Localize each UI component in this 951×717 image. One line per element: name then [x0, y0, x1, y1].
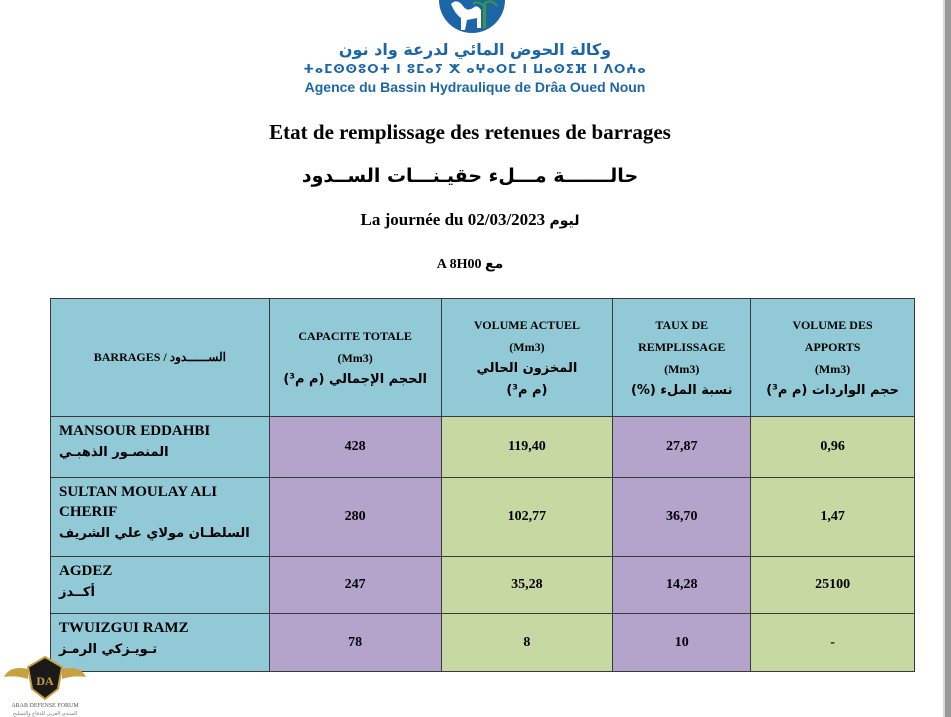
header-apports-label-1: VOLUME DES: [792, 317, 873, 332]
apports-cell: 1,47: [751, 478, 915, 557]
table-row: [51, 478, 915, 557]
capacity-cell: 247: [269, 557, 441, 614]
taux-cell: 36,70: [613, 478, 751, 557]
capacity-cell: 280: [269, 478, 441, 557]
taux-cell: 14,28: [613, 557, 751, 614]
dam-name-french: TWUIZGUI RAMZ: [59, 620, 189, 636]
table-row: [51, 557, 915, 614]
apports-cell: -: [751, 614, 915, 672]
agency-logo-icon: [437, 0, 507, 40]
report-time-french: A 8H00: [436, 257, 482, 272]
report-date: [230, 210, 710, 230]
document-title-arabic: حالـــــــة مـــلء حقيـنـــات الســدود: [301, 165, 639, 187]
dam-name-french: MANSOUR EDDAHBI: [59, 423, 211, 439]
watermark-forum-name-arabic: المنتدى العربي للدفاع والتسليح: [12, 711, 78, 717]
dam-name-arabic: أكــدز: [59, 585, 95, 600]
header-capacite-unit: (Mm3): [337, 350, 373, 365]
agency-name-tifinagh: ⵜⴰⵎⵙⵙⵓⵔⵜ ⵏ ⵓⵎⴰⵢ ⵅ ⴰⵖⴰⵔⵎ ⵏ ⵡⴰⵙⵉⴼ ⵏ ⴷⵔⵄⴰ: [303, 62, 647, 76]
agency-name-french: Agence du Bassin Hydraulique de Drâa Oued Noun: [304, 79, 646, 95]
report-date-arabic: ليوم: [549, 213, 580, 229]
header-capacite-arabic: الحجم الإجمالي (م م³): [283, 371, 427, 387]
report-time: [230, 256, 710, 273]
volume-cell: 119,40: [441, 417, 613, 478]
dam-name-cell: [51, 417, 270, 478]
table-row: [51, 417, 915, 478]
header-taux-arabic: نسبة الملء (%): [630, 382, 733, 398]
capacity-cell: 78: [269, 614, 441, 672]
header-apports: [751, 299, 915, 417]
header-volume-arabic: المخزون الحالي: [476, 360, 578, 376]
header-apports-unit: (Mm3): [814, 361, 851, 376]
header-barrages: BARRAGES / الســــــدود: [51, 299, 270, 417]
report-time-arabic: مع: [485, 256, 504, 272]
header-taux-unit: (Mm3): [664, 361, 700, 376]
volume-cell: 102,77: [441, 478, 613, 557]
header-volume-label: VOLUME ACTUEL: [473, 317, 580, 332]
apports-cell: 25100: [751, 557, 915, 614]
watermark-mark: DA: [36, 674, 54, 688]
agency-name-arabic: وكالة الحوض المائي لدرعة واد نون: [338, 40, 612, 59]
header-volume: [441, 299, 613, 417]
header-apports-arabic: حجم الواردات (م م³): [766, 382, 899, 398]
report-date-french: La journée du 02/03/2023: [360, 210, 546, 229]
table-header-row: [51, 299, 915, 417]
volume-cell: 35,28: [441, 557, 613, 614]
header-taux-label-1: TAUX DE: [655, 317, 709, 332]
volume-cell: 8: [441, 614, 613, 672]
header-taux: [613, 299, 751, 417]
capacity-cell: 428: [269, 417, 441, 478]
header-volume-unit: (Mm3): [509, 339, 545, 354]
watermark-forum-name: ARAB DEFENSE FORUM: [11, 703, 79, 709]
taux-cell: 27,87: [613, 417, 751, 478]
dam-name-arabic: السلطـان مولاي علي الشريف: [59, 526, 250, 541]
header-volume-arabic-unit: (م م³): [506, 382, 548, 398]
header-apports-label-2: APPORTS: [804, 339, 861, 354]
taux-cell: 10: [613, 614, 751, 672]
dam-name-french: SULTAN MOULAY ALI CHERIF: [59, 484, 218, 520]
forum-watermark-icon: [0, 655, 90, 717]
apports-cell: 0,96: [751, 417, 915, 478]
dam-name-cell: [51, 557, 270, 614]
header-capacite: [269, 299, 441, 417]
table-row: [51, 614, 915, 672]
header-capacite-label: CAPACITE TOTALE: [298, 328, 412, 343]
window-scrollbar[interactable]: [945, 0, 951, 717]
document-title-french: Etat de remplissage des retenues de barrages: [269, 120, 671, 144]
dam-name-french: AGDEZ: [59, 563, 113, 579]
header-taux-label-2: REMPLISSAGE: [638, 339, 726, 354]
dams-table: [50, 298, 915, 672]
dam-name-arabic: تـويـزكي الرمـز: [59, 642, 158, 657]
dam-name-arabic: المنصـور الذهبـي: [59, 445, 169, 460]
dam-name-cell: [51, 478, 270, 557]
